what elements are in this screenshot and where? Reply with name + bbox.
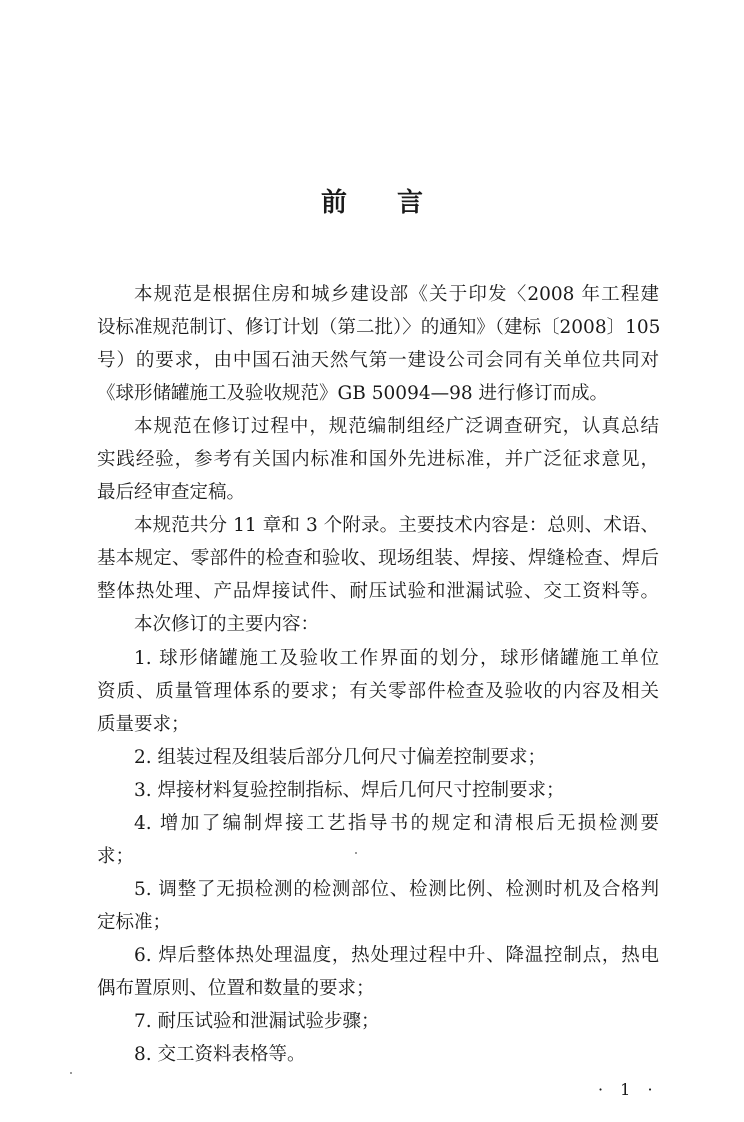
title-char-2: 言 xyxy=(397,188,424,218)
text-line: 号）的要求，由中国石油天然气第一建设公司会同有关单位共同对 xyxy=(97,350,659,371)
list-item-2: 2. 组装过程及组装后部分几何尺寸偏差控制要求； xyxy=(134,747,547,768)
scan-speck xyxy=(70,1072,72,1074)
scan-speck xyxy=(355,852,357,854)
text-line: 资质、质量管理体系的要求；有关零部件检查及验收的内容及相关 xyxy=(97,681,659,702)
list-item-5: 5. 调整了无损检测的检测部位、检测比例、检测时机及合格判 xyxy=(134,879,659,900)
list-item-8: 8. 交工资料表格等。 xyxy=(134,1044,306,1065)
text-line: 本规范共分 11 章和 3 个附录。主要技术内容是：总则、术语、 xyxy=(134,515,659,536)
list-item-4: 4. 增加了编制焊接工艺指导书的规定和清根后无损检测要 xyxy=(134,813,659,834)
list-item-3: 3. 焊接材料复验控制指标、焊后几何尺寸控制要求； xyxy=(134,780,565,801)
list-item-6: 6. 焊后整体热处理温度，热处理过程中升、降温控制点，热电 xyxy=(134,945,659,966)
text-line: 偶布置原则、位置和数量的要求； xyxy=(97,978,375,999)
text-line: 最后经审查定稿。 xyxy=(97,482,246,503)
text-line: 本规范是根据住房和城乡建设部《关于印发〈2008 年工程建 xyxy=(134,284,659,305)
title-char-1: 前 xyxy=(320,188,347,218)
text-line: 求； xyxy=(97,846,135,867)
text-line: 设标准规范制订、修订计划（第二批）〉的通知》（建标〔2008〕105 xyxy=(97,317,661,338)
text-line: 质量要求； xyxy=(97,714,190,735)
page-number: · 1 · xyxy=(598,1080,659,1099)
text-line: 整体热处理、产品焊接试件、耐压试验和泄漏试验、交工资料等。 xyxy=(97,581,659,602)
list-item-7: 7. 耐压试验和泄漏试验步骤； xyxy=(134,1011,380,1032)
text-line: 定标准； xyxy=(97,912,172,933)
list-item-1: 1. 球形储罐施工及验收工作界面的划分，球形储罐施工单位 xyxy=(134,648,659,669)
text-line: 《球形储罐施工及验收规范》GB 50094—98 进行修订而成。 xyxy=(97,383,609,404)
page-title xyxy=(0,182,744,219)
text-line: 本规范在修订过程中，规范编制组经广泛调查研究，认真总结 xyxy=(134,416,659,437)
text-line: 实践经验，参考有关国内标准和国外先进标准，并广泛征求意见， xyxy=(97,449,659,470)
text-line: 本次修订的主要内容： xyxy=(134,614,320,635)
text-line: 基本规定、零部件的检查和验收、现场组装、焊接、焊缝检查、焊后 xyxy=(97,548,659,569)
